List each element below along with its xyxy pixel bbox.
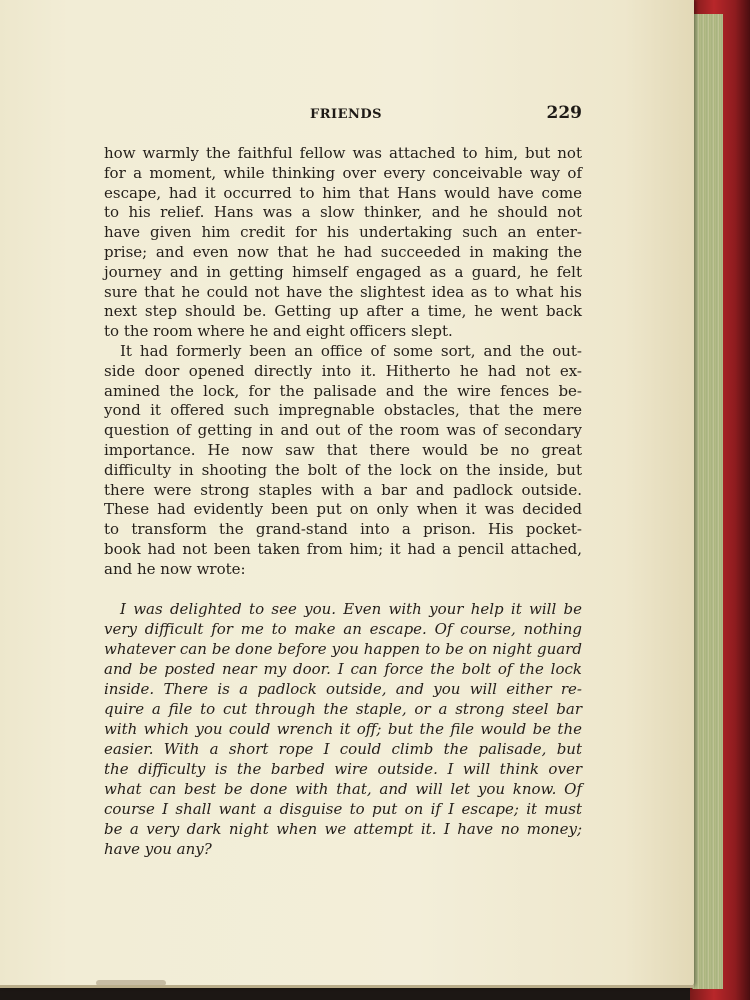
body-line: escape, had it occurred to him that Hans would have come — [104, 183, 582, 202]
letter-line: very difficult for me to make an escape. Of course, nothing — [104, 620, 582, 638]
page-header — [104, 103, 582, 133]
body-text — [104, 144, 582, 580]
body-line: there were strong staples with a bar and padlock outside. — [104, 480, 582, 499]
letter-line: be a very dark night when we attempt it. I have no money; — [104, 820, 582, 838]
body-line: side door opened directly into it. Hitherto he had not ex- — [104, 361, 582, 380]
running-head: FRIENDS — [310, 107, 383, 122]
letter-line: the difficulty is the barbed wire outside. I will think over — [104, 760, 582, 778]
letter-line: have you any? — [104, 840, 212, 858]
page-number: 229 — [546, 103, 582, 123]
body-line: to transform the grand-stand into a prison. His pocket- — [104, 520, 582, 539]
body-line: difficulty in shooting the bolt of the lock on the inside, but — [104, 460, 582, 479]
body-line: book had not been taken from him; it had a pencil attached, — [104, 539, 582, 558]
body-line: It had formerly been an office of some sort, and the out- — [120, 341, 582, 360]
letter-line: what can best be done with that, and will let you know. Of — [104, 780, 582, 798]
body-line: next step should be. Getting up after a time, he went back — [104, 302, 582, 321]
body-line: prise; and even now that he had succeeded in making the — [104, 242, 582, 261]
letter-line: course I shall want a disguise to put on if I escape; it must — [104, 800, 582, 818]
body-line: yond it offered such impregnable obstacles, that the mere — [104, 401, 582, 420]
body-line: have given him credit for his undertaking such an enter- — [104, 223, 582, 242]
body-line: sure that he could not have the slightest idea as to what his — [104, 282, 582, 301]
letter-line: quire a file to cut through the staple, or a strong steel bar — [104, 700, 582, 718]
body-line: journey and in getting himself engaged as a guard, he felt — [104, 262, 582, 281]
letter-line: whatever can be done before you happen to be on night guard — [104, 640, 582, 658]
body-line: amined the lock, for the palisade and the wire fences be- — [104, 381, 582, 400]
letter-line: easier. With a short rope I could climb the palisade, but — [104, 740, 582, 758]
body-line: question of getting in and out of the room was of secondary — [104, 421, 582, 440]
letter-line: with which you could wrench it off; but the file would be the — [104, 720, 582, 738]
body-line: and he now wrote: — [104, 559, 246, 578]
body-line: to his relief. Hans was a slow thinker, and he should not — [104, 203, 582, 222]
letter-line: inside. There is a padlock outside, and you will either re- — [104, 680, 582, 698]
body-line: to the room where he and eight officers slept. — [104, 322, 453, 341]
letter-text — [104, 599, 582, 859]
body-line: for a moment, while thinking over every conceivable way of — [104, 163, 582, 182]
page-smudge — [96, 980, 166, 986]
body-line: importance. He now saw that there would be no great — [104, 440, 582, 459]
page-stack-edge — [692, 14, 723, 989]
body-line: These had evidently been put on only when it was decided — [104, 500, 582, 519]
letter-line: and be posted near my door. I can force the bolt of the lock — [104, 660, 582, 678]
body-line: how warmly the faithful fellow was attached to him, but not — [104, 144, 582, 162]
letter-line: I was delighted to see you. Even with your help it will be — [120, 600, 582, 618]
